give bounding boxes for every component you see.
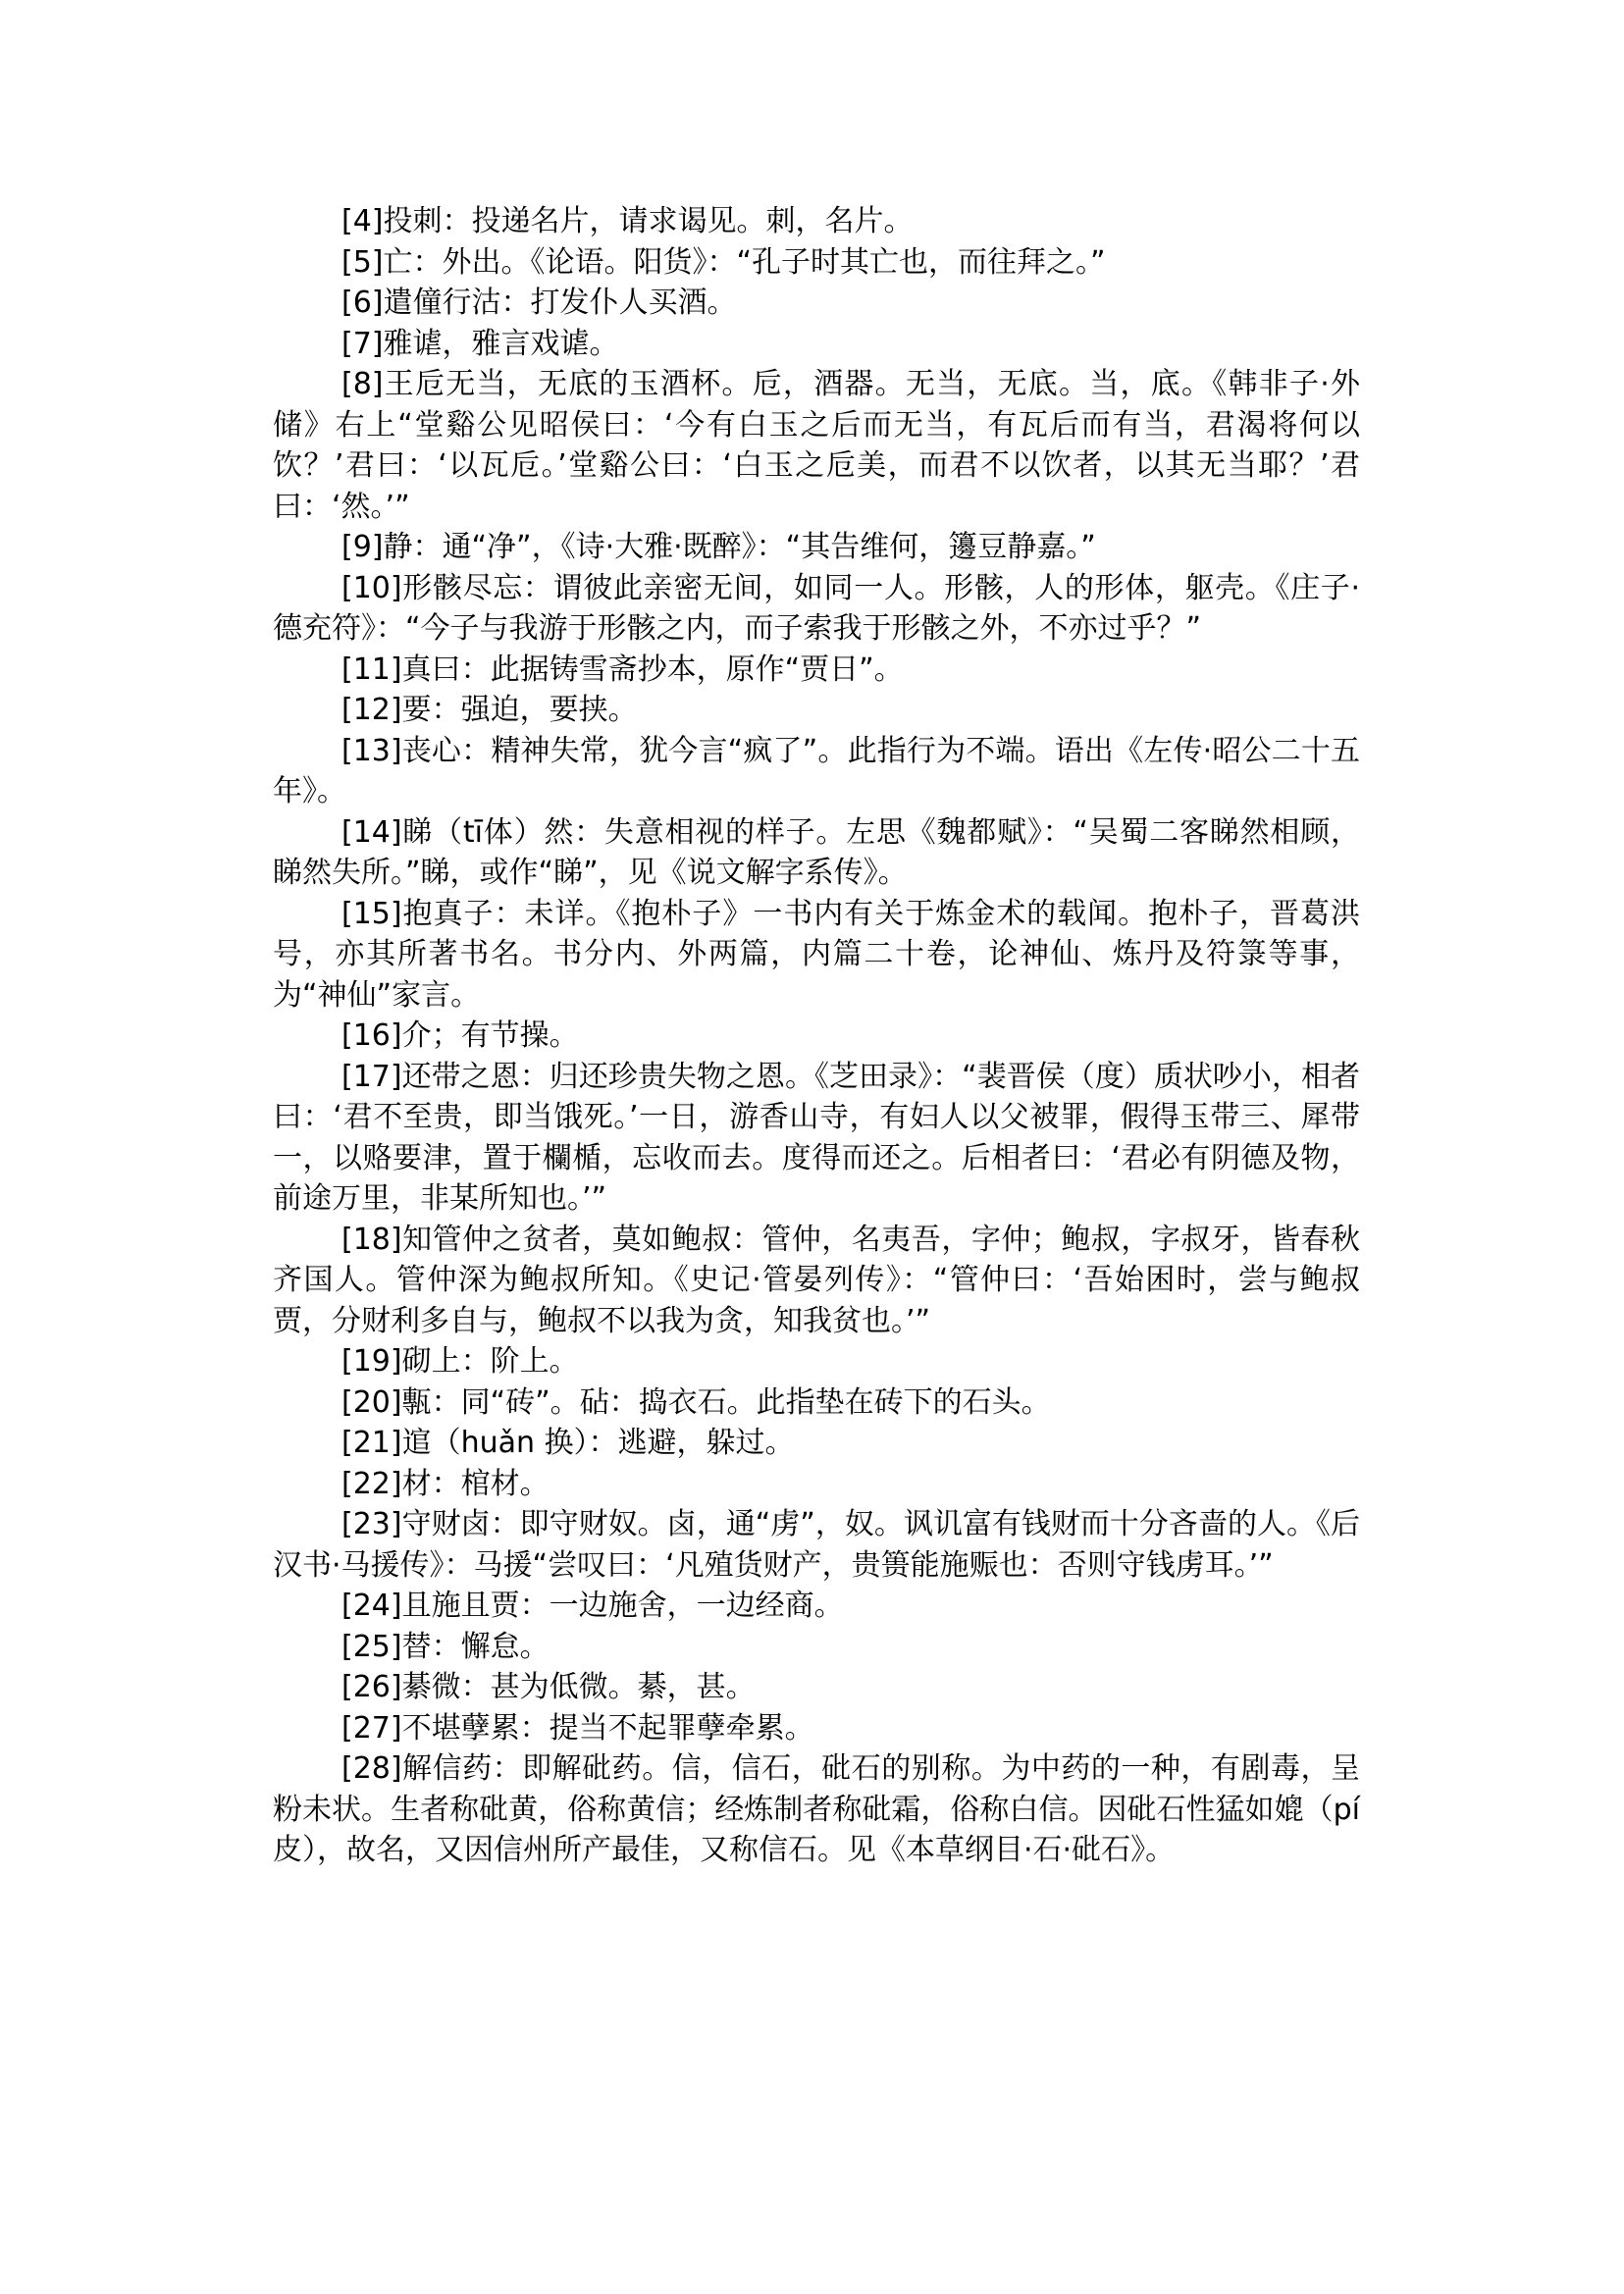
note-21: [21]逭（huǎn 换）：逃避，躲过。: [341, 1426, 795, 1460]
note-18: [18]知管仲之贫者，莫如鲍叔：管仲，名夷吾，字仲；鲍叔，字叔牙，皆春秋齐国人。管仲深为鲍叔所知。《史记·管晏列传》：“管仲曰：‘吾始困时，尝与鲍叔贾，分财利多自与，鲍叔不以我为贪，知我贫也。’”: [273, 1222, 1360, 1338]
note-25: [25]替：懈怠。: [341, 1629, 550, 1664]
note-15: [15]抱真子：未详。《抱朴子》一书内有关于炼金术的载闻。抱朴子，晋葛洪号，亦其所著书名。书分内、外两篇，内篇二十卷，论神仙、炼丹及符箓等事，为“神仙”家言。: [273, 896, 1360, 1013]
annotation-list: [273, 201, 1360, 1871]
note-17: [17]还带之恩：归还珍贵失物之恩。《芝田录》：“裴晋侯（度）质状吵小，相者曰：‘君不至贵，即当饿死。’一日，游香山寺，有妇人以父被罪，假得玉带三、犀带一，以赂要津，置于欄楯，忘收而去。度得而还之。后相者曰：‘君必有阴德及物，前途万里，非某所知也。’”: [273, 1059, 1360, 1216]
note-28: [28]解信药：即解砒药。信，信石，砒石的别称。为中药的一种，有剧毒，呈粉未状。生者称砒黄，俗称黄信；经炼制者称砒霜，俗称白信。因砒石性猛如媲（pí皮），故名，又因信州所产最佳，又称信石。见《本草纲目·石·砒石》。: [273, 1751, 1360, 1867]
note-13: [13]丧心：精神失常，犹今言“疯了”。此指行为不端。语出《左传·昭公二十五年》。: [273, 733, 1360, 808]
note-20: [20]甎：同“砖”。砧：捣衣石。此指垫在砖下的石头。: [341, 1384, 1051, 1420]
note-23: [23]守财卤：即守财奴。卤，通“虏”，奴。讽讥富有钱财而十分吝啬的人。《后汉书·马援传》：马援“尝叹曰：‘凡殖货财产，贵篑能施赈也：否则守钱虏耳。’”: [273, 1507, 1360, 1583]
note-22: [22]材：棺材。: [341, 1466, 550, 1501]
note-4: [4]投刺：投递名片，请求谒见。刺，名片。: [341, 204, 914, 238]
note-16: [16]介；有节操。: [341, 1018, 579, 1053]
note-6: [6]遣僮行沽：打发仆人买酒。: [341, 286, 737, 320]
note-11: [11]真曰：此据铸雪斋抄本，原作“贾日”。: [341, 652, 904, 687]
note-12: [12]要：强迫，要挟。: [341, 693, 638, 727]
note-14: [14]睇（tī体）然：失意相视的样子。左思《魏都赋》：“吴蜀二客睇然相顾，睇然失所。”睇，或作“睇”，见《说文解字系传》。: [273, 814, 1360, 890]
note-5: [5]亡：外出。《论语。阳货》：“孔子时其亡也，而往拜之。”: [341, 244, 1106, 280]
note-19: [19]砌上：阶上。: [341, 1344, 579, 1379]
note-7: [7]雅谑，雅言戏谑。: [341, 326, 619, 361]
note-8: [8]王卮无当，无底的玉酒杯。卮，酒器。无当，无底。当，底。《韩非子·外储》右上“堂谿公见昭侯曰：‘今有白玉之后而无当，有瓦后而有当，君渴将何以饮？’君曰：‘以瓦卮。’堂谿公曰：‘白玉之卮美，而君不以饮者，以其无当耶？’君曰：‘然。’”: [273, 367, 1360, 524]
note-27: [27]不堪孽累：提当不起罪孽牵累。: [341, 1710, 814, 1746]
note-26: [26]綦微：甚为低微。綦，甚。: [341, 1670, 756, 1704]
note-10: [10]形骸尽忘：谓彼此亲密无间，如同一人。形骸，人的形体，躯壳。《庄子·德充符》：“今子与我游于形骸之内，而子索我于形骸之外，不亦过乎？”: [273, 570, 1360, 646]
note-24: [24]且施且贾：一边施舍，一边经商。: [341, 1589, 844, 1623]
note-9: [9]静：通“净”，《诗·大雅·既醉》：“其告维何，籩豆静嘉。”: [341, 530, 1096, 564]
